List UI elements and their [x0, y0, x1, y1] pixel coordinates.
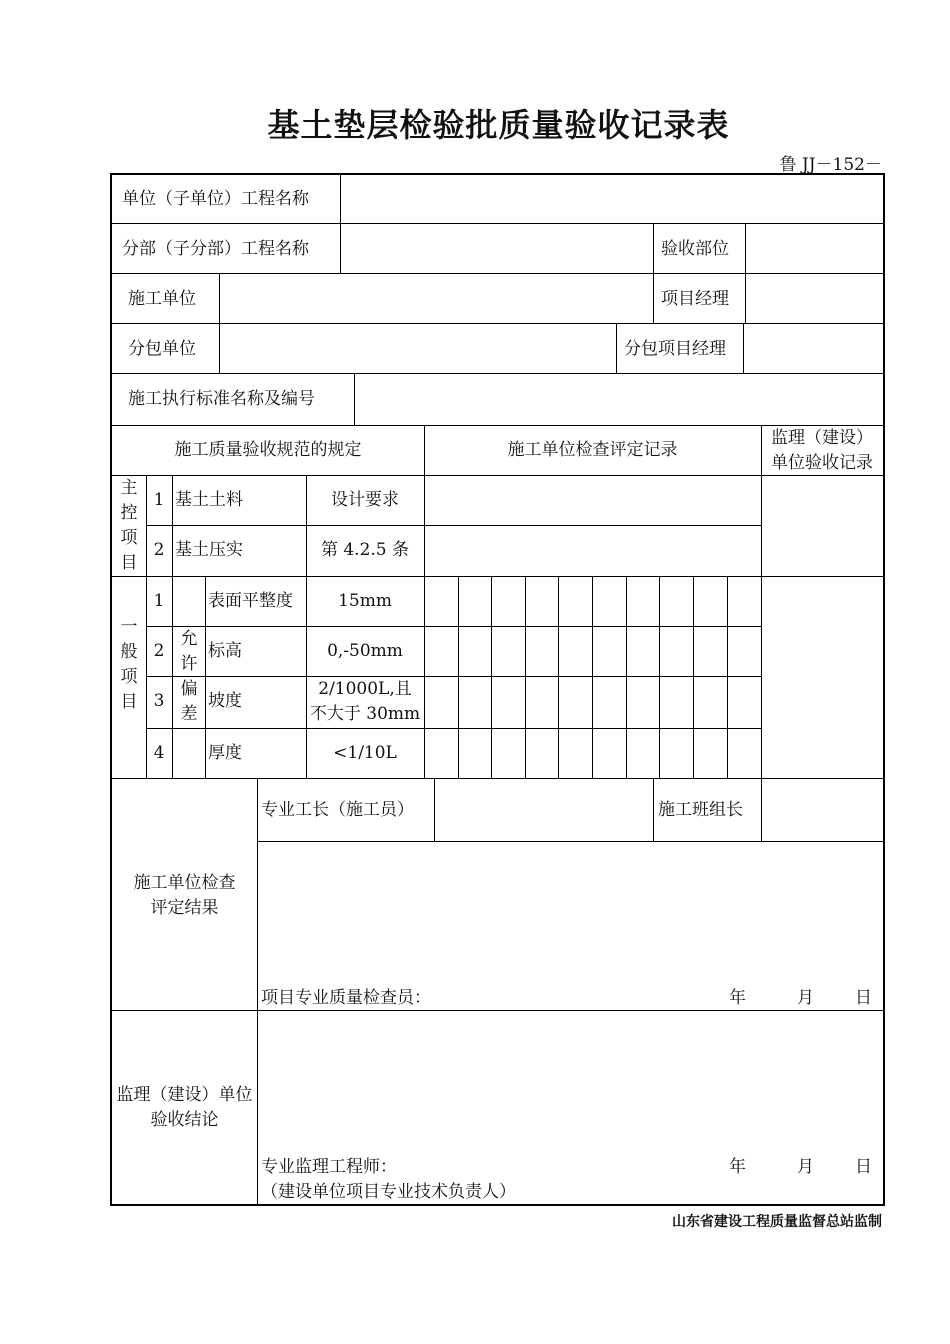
- general-item-4-requirement: <1/10L: [333, 743, 397, 763]
- main-item-2-no: 2: [153, 540, 165, 560]
- general-item-2-requirement: 0,-50mm: [327, 641, 403, 661]
- subsection-label: 分部（子分部）工程名称: [122, 239, 309, 259]
- main-item-1-no: 1: [153, 490, 165, 510]
- contractor-month-label: 月: [797, 988, 814, 1008]
- contractor-result-label-1: 施工单位检查: [133, 873, 236, 893]
- foreman-label: 专业工长（施工员）: [261, 800, 414, 820]
- contractor-day-label: 日: [855, 988, 872, 1008]
- contractor-year-label: 年: [729, 988, 746, 1008]
- standard-label: 施工执行标准名称及编号: [128, 389, 315, 409]
- main-item-1-name: 基土土料: [175, 490, 243, 510]
- contractor-record-column-header: 施工单位检查评定记录: [507, 440, 678, 460]
- general-item-3-name: 坡度: [208, 691, 242, 711]
- supervision-record-header-2: 单位验收记录: [771, 453, 873, 473]
- engineer-label: 专业监理工程师：: [261, 1157, 397, 1177]
- acceptance-form: [110, 173, 885, 1206]
- general-item-3-requirement-2: 不大于 30mm: [309, 704, 421, 724]
- inspector-label: 项目专业质量检查员：: [261, 988, 431, 1008]
- contractor-result-label-2: 评定结果: [150, 898, 219, 918]
- general-item-2-name: 标高: [208, 641, 242, 661]
- general-item-3-no: 3: [153, 691, 165, 711]
- page-title: 基土垫层检验批质量验收记录表: [267, 106, 730, 144]
- general-item-2-no: 2: [153, 641, 165, 661]
- acceptance-part-label: 验收部位: [661, 239, 729, 259]
- general-item-1-requirement: 15mm: [338, 591, 392, 611]
- project-manager-label: 项目经理: [661, 289, 729, 309]
- contractor-label: 施工单位: [128, 289, 196, 309]
- spec-column-header: 施工质量验收规范的规定: [174, 440, 362, 460]
- supervision-record-header-1: 监理（建设）: [771, 428, 873, 448]
- sub-project-manager-label: 分包项目经理: [624, 339, 726, 359]
- supervision-result-label-1: 监理（建设）单位: [116, 1085, 253, 1105]
- main-item-2-requirement: 第 4.2.5 条: [320, 540, 410, 560]
- supervision-day-label: 日: [855, 1157, 872, 1177]
- general-item-4-name: 厚度: [208, 743, 242, 763]
- main-item-2-name: 基土压实: [175, 540, 243, 560]
- tolerance-label: 允许偏差: [180, 629, 198, 724]
- general-item-1-name: 表面平整度: [208, 591, 293, 611]
- supervision-year-label: 年: [729, 1157, 746, 1177]
- general-label: 一般项目: [120, 617, 138, 712]
- unit-name-label: 单位（子单位）工程名称: [122, 189, 309, 209]
- subcontractor-label: 分包单位: [128, 339, 196, 359]
- supervision-result-label-2: 验收结论: [150, 1110, 219, 1130]
- general-item-1-no: 1: [153, 591, 165, 611]
- general-item-3-requirement-1: 2/1000L,且: [318, 679, 412, 699]
- supervision-month-label: 月: [797, 1157, 814, 1177]
- main-control-label: 主控项目: [120, 478, 138, 573]
- footer-issuer: 山东省建设工程质量监督总站监制: [672, 1214, 882, 1230]
- main-item-1-requirement: 设计要求: [331, 490, 399, 510]
- engineer-sub-label: （建设单位项目专业技术负责人）: [261, 1182, 516, 1202]
- team-leader-label: 施工班组长: [658, 800, 743, 820]
- general-item-4-no: 4: [153, 743, 165, 763]
- form-code: 鲁 JJ－152－: [779, 155, 882, 175]
